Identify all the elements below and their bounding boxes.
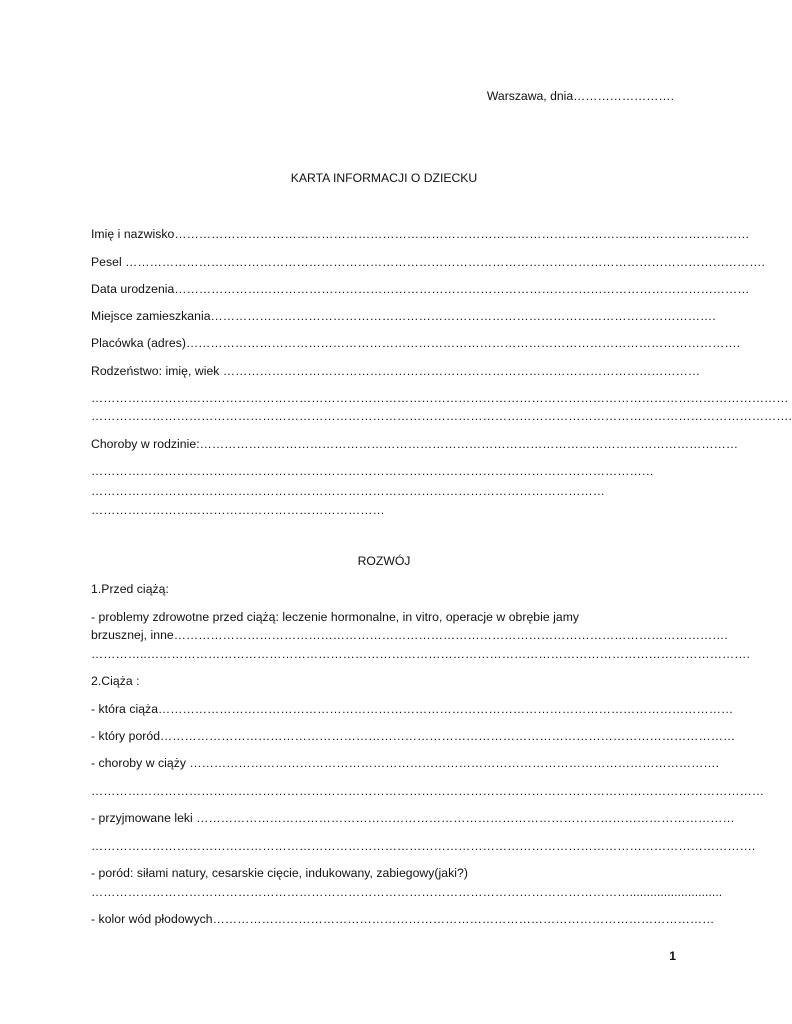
dev-which-birth: - który poród……………………………………………………………………………………………………………………………	[91, 729, 736, 743]
dev-amniotic-fluid-color: - kolor wód płodowych……………………………………………………………………………………………………………	[91, 912, 715, 926]
dev-pregnancy-diseases: - choroby w ciąży ………………………………………………………………………………………………………………….	[91, 756, 720, 770]
field-siblings-line-2: ……………………………………………………………………………………………………………………………………………………….	[91, 409, 792, 423]
field-facility: Placówka (adres)……………………………………………………………………………………………………………………….	[91, 336, 741, 350]
field-name: Imię i nazwisko……………………………………………………………………………………………………………………………	[91, 227, 750, 241]
dev-birth-type: - poród: siłami natury, cesarskie cięcie, indukowany, zabiegowy(jaki?)	[91, 866, 468, 880]
dev-before-pregnancy: 1.Przed ciążą:	[91, 582, 169, 596]
dev-birth-type-line-2: ……………………………………………………………………………………………………………………...........................	[91, 885, 723, 899]
field-family-diseases-line-3: ………………………………………………………………	[91, 503, 385, 517]
dev-which-pregnancy: - która ciąża……………………………………………………………………………………………………………………………	[91, 702, 734, 716]
date-line: Warszawa, dnia…………………….	[486, 89, 674, 103]
dev-health-problems-line-3: …………..………………………………………………………………………………………………………………………………….	[91, 647, 750, 661]
dev-pregnancy-diseases-line-2: …………………………………………………………………………………………………………………………………………………	[91, 784, 765, 798]
dev-health-problems: - problemy zdrowotne przed ciążą: leczenie hormonalne, in vitro, operacje w obrębie jamy	[91, 610, 580, 624]
dev-medications-line-2: ……………………………………………………………………………………………………………………………………………….	[91, 839, 756, 853]
field-siblings: Rodzeństwo: imię, wiek ………………………………………………………………………………………………………	[91, 364, 701, 378]
dev-medications: - przyjmowane leki ……………………………………………………………………………………………………………………	[91, 811, 735, 825]
field-family-diseases-line-1: …………………………………………………………………………………………………………………………	[91, 464, 654, 478]
field-family-diseases-line-2: ………………………………………………………………………………………………………………	[91, 484, 605, 498]
document-title: KARTA INFORMACJI O DZIECKU	[290, 171, 478, 185]
dev-health-problems-line-2: brzusznej, inne……………………………………………………………………………………………………………………….	[91, 628, 728, 642]
section-title: ROZWÓJ	[357, 554, 411, 568]
field-siblings-line-1: ………………………………………………………………………………………………………………………………………………………	[91, 391, 789, 405]
field-pesel: Pesel ………………………………………………………………………………………………………………………………………….	[91, 255, 765, 269]
field-family-diseases: Choroby w rodzinie:……………………………………………………………………………………………………………………	[91, 437, 739, 451]
field-birth-date: Data urodzenia……………………………………………………………………………………………………………………………	[91, 282, 750, 296]
field-residence: Miejsce zamieszkania…………………………………………………………………………………………………………….	[91, 309, 716, 323]
dev-pregnancy: 2.Ciąża :	[91, 674, 140, 688]
page-number: 1	[669, 949, 676, 963]
